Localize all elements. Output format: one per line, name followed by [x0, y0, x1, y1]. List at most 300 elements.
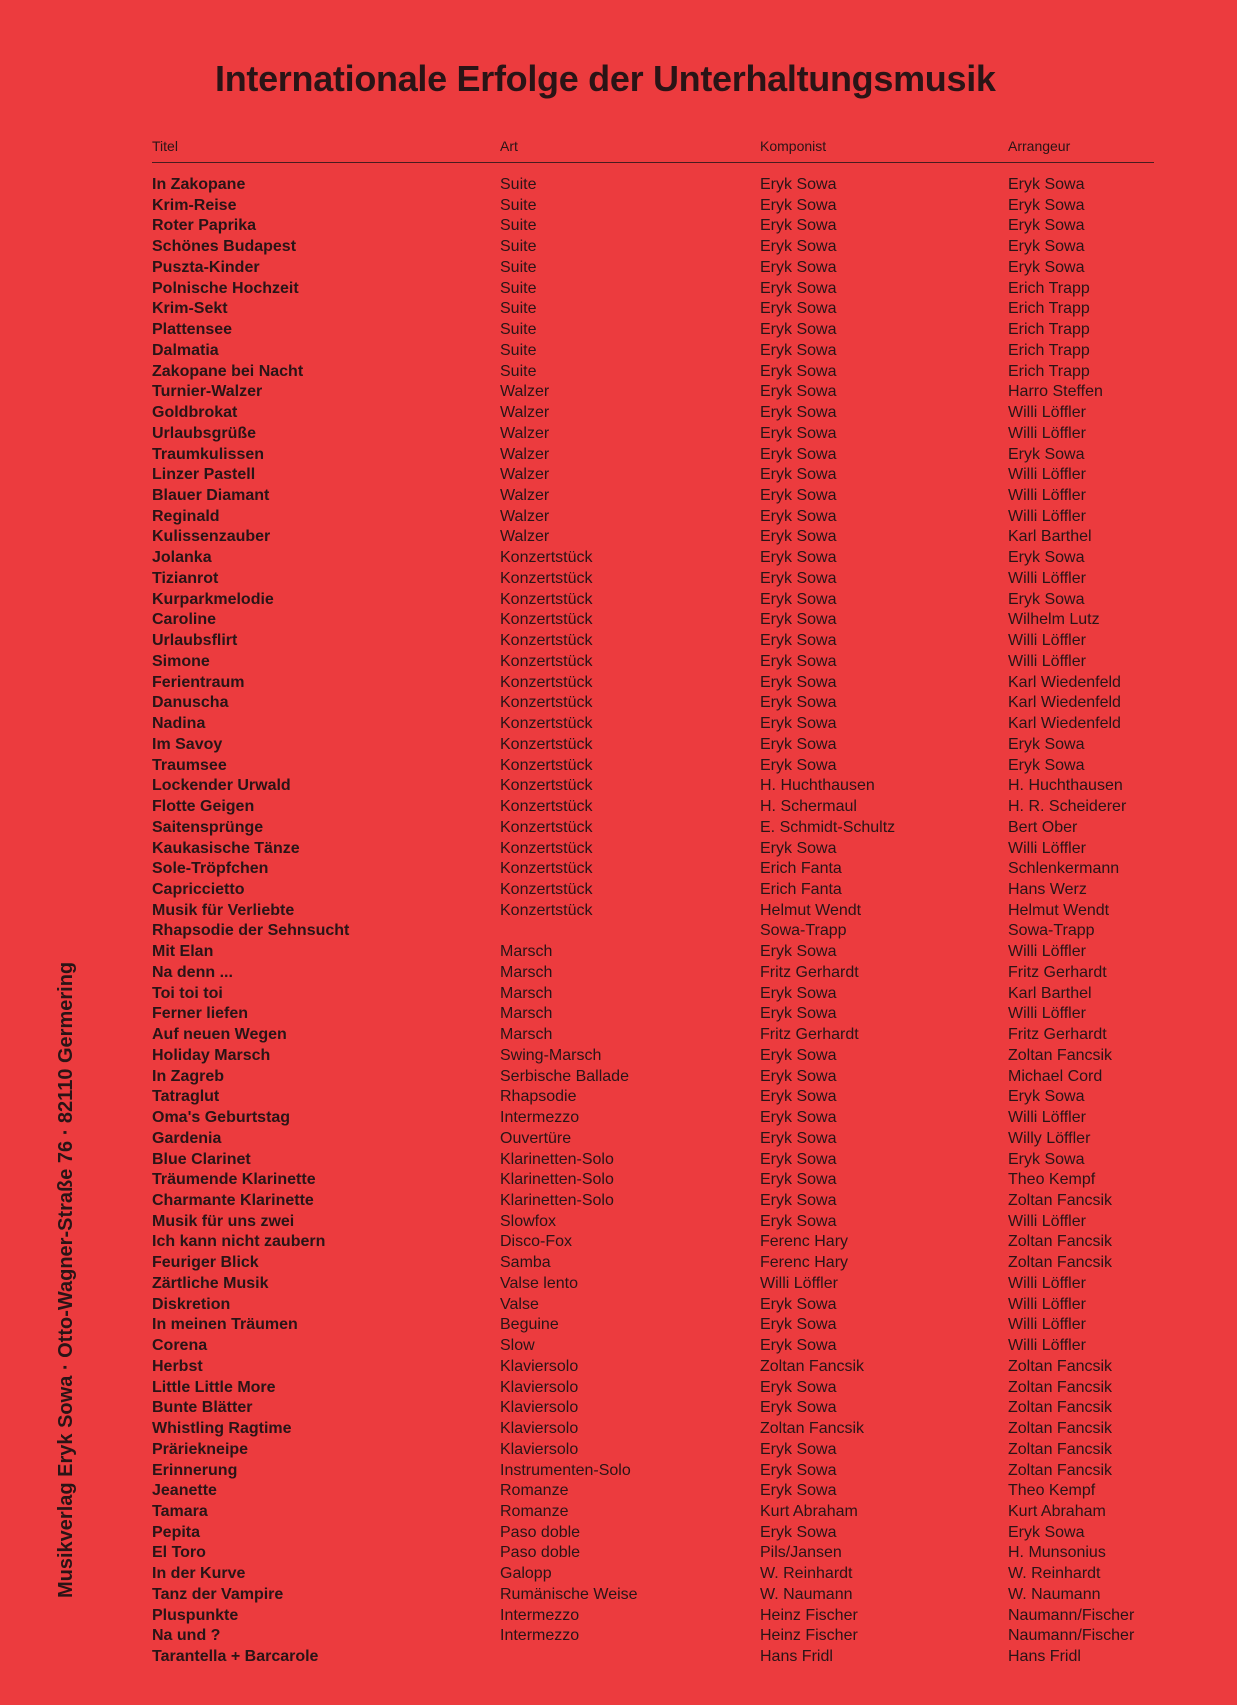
cell-komponist: Eryk Sowa [760, 300, 837, 318]
cell-art: Marsch [500, 963, 553, 981]
cell-art: Suite [500, 279, 537, 297]
table-row [152, 1647, 1162, 1668]
cell-art: Slowfox [500, 1212, 557, 1230]
cell-arrangeur: Zoltan Fancsik [1008, 1233, 1113, 1251]
cell-titel: Träumende Klarinette [152, 1171, 316, 1189]
cell-arrangeur: Erich Trapp [1008, 279, 1090, 297]
table-row [152, 735, 1162, 756]
cell-art: Konzertstück [500, 611, 593, 629]
cell-arrangeur: Willi Löffler [1008, 1337, 1086, 1355]
cell-komponist: Erich Fanta [760, 860, 842, 878]
cell-art: Suite [500, 176, 537, 193]
cell-komponist: Kurt Abraham [760, 1503, 858, 1520]
cell-komponist: W. Reinhardt [760, 1565, 853, 1583]
cell-komponist: Eryk Sowa [760, 1461, 837, 1479]
cell-titel: Puszta-Kinder [152, 258, 260, 276]
cell-komponist: Eryk Sowa [760, 715, 837, 733]
table-row [152, 1336, 1162, 1357]
cell-art: Konzertstück [500, 756, 593, 774]
cell-art: Walzer [500, 383, 550, 401]
cell-titel: Flotte Geigen [152, 798, 255, 816]
table-row [152, 1191, 1162, 1212]
table-row [152, 880, 1162, 901]
cell-komponist: Eryk Sowa [760, 590, 837, 608]
cell-art: Rumänische Weise [500, 1585, 638, 1603]
cell-titel: Zakopane bei Nacht [152, 362, 304, 380]
cell-arrangeur: Karl Wiedenfeld [1008, 673, 1121, 691]
cell-arrangeur: Willi Löffler [1008, 1295, 1086, 1313]
table-row [152, 1087, 1162, 1108]
cell-art: Suite [500, 341, 537, 359]
cell-arrangeur: Eryk Sowa [1008, 1523, 1085, 1541]
cell-art: Walzer [500, 528, 550, 546]
table-row [152, 1461, 1162, 1482]
cell-komponist: Eryk Sowa [760, 1129, 837, 1147]
cell-titel: Traumsee [152, 756, 227, 774]
cell-komponist: Eryk Sowa [760, 943, 837, 961]
table-row [152, 237, 1162, 258]
cell-art: Klaviersolo [500, 1420, 579, 1438]
cell-arrangeur: Wilhelm Lutz [1008, 611, 1100, 629]
table-row [152, 196, 1162, 217]
cell-komponist: Eryk Sowa [760, 404, 837, 422]
cell-art: Walzer [500, 445, 550, 463]
cell-titel: Jolanka [152, 549, 212, 567]
cell-art: Konzertstück [500, 818, 593, 836]
cell-arrangeur: Theo Kempf [1008, 1171, 1096, 1189]
cell-art: Marsch [500, 1026, 553, 1044]
cell-arrangeur: Michael Cord [1008, 1067, 1103, 1085]
cell-titel: Kaukasische Tänze [152, 839, 300, 857]
cell-titel: Lockender Urwald [152, 777, 291, 795]
cell-arrangeur: Kurt Abraham [1008, 1503, 1106, 1520]
cell-arrangeur: Zoltan Fancsik [1008, 1357, 1113, 1375]
cell-art: Samba [500, 1254, 551, 1272]
cell-arrangeur: Bert Ober [1008, 818, 1078, 836]
table-row [152, 839, 1162, 860]
table-row [152, 1232, 1162, 1253]
cell-titel: Präriekneipe [152, 1440, 249, 1458]
cell-art: Suite [500, 217, 537, 235]
table-row [152, 486, 1162, 507]
cell-art: Konzertstück [500, 860, 593, 878]
cell-komponist: Hans Fridl [760, 1648, 833, 1666]
table-row [152, 320, 1162, 341]
column-header-arrangeur: Arrangeur [1008, 138, 1071, 154]
table-row [152, 1274, 1162, 1295]
cell-komponist: Helmut Wendt [760, 901, 862, 919]
table-row [152, 1626, 1162, 1647]
cell-art: Konzertstück [500, 694, 593, 712]
cell-komponist: Eryk Sowa [760, 839, 837, 857]
cell-art: Suite [500, 321, 537, 339]
cell-arrangeur: Willi Löffler [1008, 1274, 1086, 1292]
cell-titel: Blauer Diamant [152, 487, 270, 505]
cell-komponist: Eryk Sowa [760, 176, 837, 193]
cell-arrangeur: Karl Wiedenfeld [1008, 715, 1121, 733]
cell-titel: Urlaubsflirt [152, 632, 238, 650]
cell-komponist: W. Naumann [760, 1585, 853, 1603]
cell-arrangeur: Fritz Gerhardt [1008, 1026, 1107, 1044]
cell-arrangeur: Eryk Sowa [1008, 238, 1085, 256]
cell-arrangeur: Zoltan Fancsik [1008, 1191, 1113, 1209]
cell-art: Konzertstück [500, 798, 593, 816]
cell-komponist: Pils/Jansen [760, 1544, 842, 1562]
cell-komponist: Eryk Sowa [760, 528, 837, 546]
cell-komponist: Eryk Sowa [760, 1171, 837, 1189]
cell-art: Swing-Marsch [500, 1046, 602, 1064]
cell-arrangeur: Eryk Sowa [1008, 590, 1085, 608]
cell-art: Walzer [500, 466, 550, 484]
cell-komponist: Eryk Sowa [760, 673, 837, 691]
table-row [152, 279, 1162, 300]
cell-komponist: Eryk Sowa [760, 1109, 837, 1127]
cell-art: Klarinetten-Solo [500, 1150, 614, 1168]
cell-komponist: Eryk Sowa [760, 196, 837, 214]
cell-titel: Im Savoy [152, 735, 223, 753]
cell-art: Intermezzo [500, 1606, 580, 1624]
table-row [152, 382, 1162, 403]
cell-komponist: H. Schermaul [760, 798, 857, 816]
cell-komponist: Zoltan Fancsik [760, 1357, 865, 1375]
cell-titel: Sole-Tröpfchen [152, 860, 269, 878]
table-header [152, 136, 1154, 163]
cell-arrangeur: Helmut Wendt [1008, 901, 1110, 919]
cell-komponist: Eryk Sowa [760, 1482, 837, 1500]
cell-titel: El Toro [152, 1544, 206, 1562]
cell-komponist: Eryk Sowa [760, 258, 837, 276]
cell-titel: Musik für uns zwei [152, 1212, 295, 1230]
cell-arrangeur: Karl Barthel [1008, 984, 1092, 1002]
cell-arrangeur: Willi Löffler [1008, 569, 1086, 587]
cell-arrangeur: W. Naumann [1008, 1585, 1101, 1603]
cell-art: Klaviersolo [500, 1440, 579, 1458]
cell-art: Suite [500, 362, 537, 380]
cell-arrangeur: Willi Löffler [1008, 632, 1086, 650]
cell-komponist: Eryk Sowa [760, 549, 837, 567]
cell-titel: Toi toi toi [152, 984, 223, 1002]
cell-arrangeur: Erich Trapp [1008, 321, 1090, 339]
cell-arrangeur: Karl Wiedenfeld [1008, 694, 1121, 712]
cell-komponist: Eryk Sowa [760, 632, 837, 650]
cell-titel: Rhapsodie der Sehnsucht [152, 922, 350, 940]
cell-art: Intermezzo [500, 1109, 580, 1127]
column-header-komponist: Komponist [760, 138, 827, 154]
cell-art: Walzer [500, 404, 550, 422]
cell-komponist: Eryk Sowa [760, 1191, 837, 1209]
table-row [152, 299, 1162, 320]
cell-art: Konzertstück [500, 735, 593, 753]
cell-titel: Ferner liefen [152, 1005, 249, 1023]
cell-komponist: Eryk Sowa [760, 424, 837, 442]
cell-arrangeur: Hans Fridl [1008, 1648, 1081, 1666]
table-row [152, 963, 1162, 984]
table-row [152, 216, 1162, 237]
cell-komponist: Erich Fanta [760, 880, 842, 898]
cell-arrangeur: H. Huchthausen [1008, 777, 1123, 795]
cell-titel: Kulissenzauber [152, 528, 271, 546]
cell-komponist: Eryk Sowa [760, 1337, 837, 1355]
cell-titel: Traumkulissen [152, 445, 265, 463]
cell-titel: Tanz der Vampire [152, 1585, 284, 1603]
table-row [152, 631, 1162, 652]
cell-arrangeur: Zoltan Fancsik [1008, 1440, 1113, 1458]
table-row [152, 527, 1162, 548]
table-row [152, 797, 1162, 818]
cell-titel: Polnische Hochzeit [152, 279, 299, 297]
table-row [152, 1564, 1162, 1585]
cell-arrangeur: Zoltan Fancsik [1008, 1420, 1113, 1438]
cell-komponist: Eryk Sowa [760, 694, 837, 712]
cell-arrangeur: Eryk Sowa [1008, 445, 1085, 463]
cell-komponist: Eryk Sowa [760, 341, 837, 359]
cell-komponist: Eryk Sowa [760, 1150, 837, 1168]
cell-titel: Pepita [152, 1523, 201, 1541]
cell-titel: Capriccietto [152, 880, 245, 898]
cell-titel: Mit Elan [152, 943, 214, 961]
cell-arrangeur: Eryk Sowa [1008, 549, 1085, 567]
cell-arrangeur: Willi Löffler [1008, 652, 1086, 670]
table-row [152, 714, 1162, 735]
cell-art: Konzertstück [500, 715, 593, 733]
table-row [152, 1295, 1162, 1316]
table-row [152, 673, 1162, 694]
table-row [152, 1357, 1162, 1378]
cell-arrangeur: W. Reinhardt [1008, 1565, 1101, 1583]
cell-arrangeur: H. Munsonius [1008, 1544, 1106, 1562]
cell-titel: In Zagreb [152, 1067, 225, 1085]
cell-art: Romanze [500, 1482, 569, 1500]
cell-komponist: Eryk Sowa [760, 611, 837, 629]
cell-art: Marsch [500, 943, 553, 961]
cell-komponist: Heinz Fischer [760, 1627, 858, 1645]
cell-titel: Reginald [152, 507, 220, 525]
cell-komponist: Eryk Sowa [760, 984, 837, 1002]
cell-komponist: Eryk Sowa [760, 1046, 837, 1064]
cell-komponist: Ferenc Hary [760, 1233, 849, 1251]
table-row [152, 942, 1162, 963]
cell-komponist: Eryk Sowa [760, 652, 837, 670]
cell-komponist: Eryk Sowa [760, 445, 837, 463]
cell-titel: Krim-Sekt [152, 300, 228, 318]
table-row [152, 756, 1162, 777]
cell-arrangeur: Zoltan Fancsik [1008, 1046, 1113, 1064]
cell-art: Konzertstück [500, 880, 593, 898]
cell-titel: Blue Clarinet [152, 1150, 251, 1168]
cell-titel: Schönes Budapest [152, 238, 297, 256]
cell-art: Klarinetten-Solo [500, 1191, 614, 1209]
cell-arrangeur: Fritz Gerhardt [1008, 963, 1107, 981]
cell-arrangeur: Willi Löffler [1008, 1212, 1086, 1230]
cell-titel: Charmante Klarinette [152, 1191, 314, 1209]
cell-art: Konzertstück [500, 777, 593, 795]
cell-komponist: Eryk Sowa [760, 1399, 837, 1417]
cell-titel: Holiday Marsch [152, 1046, 271, 1064]
cell-titel: Herbst [152, 1357, 203, 1375]
cell-titel: Saitensprünge [152, 818, 264, 836]
table-row [152, 1606, 1162, 1627]
cell-art: Beguine [500, 1316, 559, 1334]
cell-komponist: Eryk Sowa [760, 1088, 837, 1106]
cell-art: Konzertstück [500, 839, 593, 857]
table-row [152, 1108, 1162, 1129]
table-row [152, 590, 1162, 611]
table-row [152, 1543, 1162, 1564]
cell-komponist: Ferenc Hary [760, 1254, 849, 1272]
cell-art: Klaviersolo [500, 1399, 579, 1417]
column-header-titel: Titel [152, 138, 178, 154]
table-row [152, 445, 1162, 466]
table-row [152, 1315, 1162, 1336]
cell-komponist: Willi Löffler [760, 1274, 838, 1292]
cell-arrangeur: Willi Löffler [1008, 507, 1086, 525]
cell-komponist: Eryk Sowa [760, 321, 837, 339]
cell-arrangeur: Eryk Sowa [1008, 1150, 1085, 1168]
table-row [152, 1378, 1162, 1399]
cell-titel: Auf neuen Wegen [152, 1026, 287, 1044]
cell-titel: Pluspunkte [152, 1606, 239, 1624]
cell-arrangeur: Eryk Sowa [1008, 258, 1085, 276]
table-row [152, 921, 1162, 942]
cell-titel: Nadina [152, 715, 206, 733]
table-row [152, 776, 1162, 797]
table-row [152, 258, 1162, 279]
cell-titel: Turnier-Walzer [152, 383, 263, 401]
cell-art: Suite [500, 300, 537, 318]
cell-titel: Ferientraum [152, 673, 245, 691]
cell-art: Rhapsodie [500, 1088, 577, 1106]
table-row [152, 1212, 1162, 1233]
cell-titel: In meinen Träumen [152, 1316, 298, 1334]
table-row [152, 424, 1162, 445]
cell-komponist: Eryk Sowa [760, 756, 837, 774]
cell-arrangeur: Zoltan Fancsik [1008, 1461, 1113, 1479]
cell-arrangeur: Eryk Sowa [1008, 196, 1085, 214]
cell-art: Klarinetten-Solo [500, 1171, 614, 1189]
table-row [152, 859, 1162, 880]
cell-komponist: Fritz Gerhardt [760, 963, 859, 981]
cell-komponist: Eryk Sowa [760, 383, 837, 401]
cell-komponist: Heinz Fischer [760, 1606, 858, 1624]
cell-komponist: Eryk Sowa [760, 217, 837, 235]
table-row [152, 1067, 1162, 1088]
cell-titel: Feuriger Blick [152, 1254, 259, 1272]
table-row [152, 652, 1162, 673]
cell-arrangeur: Willi Löffler [1008, 487, 1086, 505]
cell-arrangeur: Willy Löffler [1008, 1129, 1091, 1147]
table-row [152, 610, 1162, 631]
cell-titel: Tizianrot [152, 569, 219, 587]
cell-komponist: Eryk Sowa [760, 1005, 837, 1023]
cell-arrangeur: Hans Werz [1008, 880, 1087, 898]
cell-art: Paso doble [500, 1523, 581, 1541]
cell-arrangeur: Erich Trapp [1008, 341, 1090, 359]
cell-arrangeur: Willi Löffler [1008, 404, 1086, 422]
cell-titel: Erinnerung [152, 1461, 238, 1479]
cell-arrangeur: Eryk Sowa [1008, 756, 1085, 774]
cell-titel: Caroline [152, 611, 217, 629]
cell-komponist: Eryk Sowa [760, 1523, 837, 1541]
cell-titel: In Zakopane [152, 176, 246, 193]
cell-komponist: Eryk Sowa [760, 238, 837, 256]
cell-art: Intermezzo [500, 1627, 580, 1645]
table-row [152, 1004, 1162, 1025]
cell-arrangeur: Theo Kempf [1008, 1482, 1096, 1500]
cell-arrangeur: H. R. Scheiderer [1008, 798, 1127, 816]
cell-arrangeur: Willi Löffler [1008, 839, 1086, 857]
cell-arrangeur: Sowa-Trapp [1008, 922, 1095, 940]
cell-art: Klaviersolo [500, 1357, 579, 1375]
table-row [152, 403, 1162, 424]
cell-art: Marsch [500, 984, 553, 1002]
cell-titel: Roter Paprika [152, 217, 257, 235]
cell-komponist: Eryk Sowa [760, 279, 837, 297]
cell-art: Slow [500, 1337, 535, 1355]
cell-arrangeur: Willi Löffler [1008, 1005, 1086, 1023]
cell-titel: Tamara [152, 1503, 208, 1520]
cell-art: Konzertstück [500, 673, 593, 691]
cell-art: Walzer [500, 507, 550, 525]
cell-titel: Goldbrokat [152, 404, 238, 422]
cell-arrangeur: Eryk Sowa [1008, 1088, 1085, 1106]
table-row [152, 465, 1162, 486]
table-row [152, 1170, 1162, 1191]
cell-komponist: Eryk Sowa [760, 1440, 837, 1458]
table-row [152, 569, 1162, 590]
cell-komponist: Eryk Sowa [760, 569, 837, 587]
cell-arrangeur: Erich Trapp [1008, 362, 1090, 380]
cell-komponist: Eryk Sowa [760, 1067, 837, 1085]
cell-arrangeur: Willi Löffler [1008, 1316, 1086, 1334]
cell-art: Konzertstück [500, 901, 593, 919]
cell-titel: Na denn ... [152, 963, 233, 981]
cell-art: Konzertstück [500, 652, 593, 670]
cell-arrangeur: Erich Trapp [1008, 300, 1090, 318]
table-row [152, 984, 1162, 1005]
table-row [152, 1585, 1162, 1606]
cell-art: Paso doble [500, 1544, 581, 1562]
table-row [152, 1150, 1162, 1171]
cell-titel: Danuscha [152, 694, 229, 712]
cell-art: Suite [500, 258, 537, 276]
table-row [152, 362, 1162, 383]
page-title: Internationale Erfolge der Unterhaltungsmusik [215, 58, 996, 99]
cell-arrangeur: Schlenkermann [1008, 860, 1120, 878]
cell-titel: Gardenia [152, 1129, 222, 1147]
cell-komponist: Eryk Sowa [760, 507, 837, 525]
table-row [152, 507, 1162, 528]
table-row [152, 1481, 1162, 1502]
cell-titel: Urlaubsgrüße [152, 424, 257, 442]
cell-art: Disco-Fox [500, 1233, 573, 1251]
cell-arrangeur: Naumann/Fischer [1008, 1606, 1135, 1624]
table-row [152, 1440, 1162, 1461]
cell-komponist: Sowa-Trapp [760, 922, 847, 940]
cell-titel: Simone [152, 652, 210, 670]
table-row [152, 175, 1162, 196]
table-row [152, 1025, 1162, 1046]
cell-arrangeur: Naumann/Fischer [1008, 1627, 1135, 1645]
table-row [152, 1046, 1162, 1067]
cell-titel: Dalmatia [152, 341, 219, 359]
cell-arrangeur: Eryk Sowa [1008, 176, 1085, 193]
cell-titel: Diskretion [152, 1295, 231, 1313]
cell-arrangeur: Eryk Sowa [1008, 735, 1085, 753]
table-row [152, 1398, 1162, 1419]
cell-art: Ouvertüre [500, 1129, 572, 1147]
cell-art: Romanze [500, 1503, 569, 1520]
table-row [152, 1502, 1162, 1523]
